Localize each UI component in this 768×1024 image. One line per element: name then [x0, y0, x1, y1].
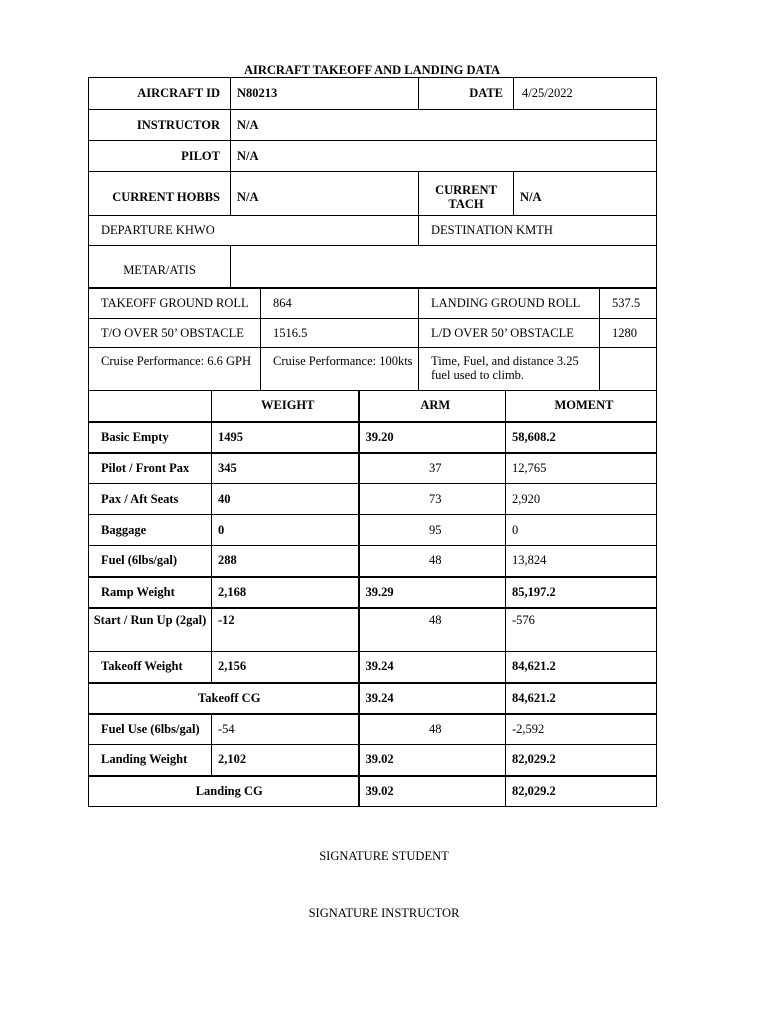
- landing-ground-roll-label: LANDING GROUND ROLL: [419, 289, 600, 319]
- to-obstacle-label: T/O OVER 50’ OBSTACLE: [89, 319, 261, 348]
- destination-field[interactable]: DESTINATION KMTH: [419, 216, 657, 246]
- hobbs-value[interactable]: N/A: [231, 172, 419, 216]
- row-label: Fuel (6lbs/gal): [89, 546, 212, 577]
- weight-cell[interactable]: -12: [212, 608, 359, 652]
- to-obstacle-value[interactable]: 1516.5: [261, 319, 419, 348]
- arm-cell[interactable]: 95: [359, 515, 506, 546]
- tach-label: CURRENT TACH: [419, 172, 514, 216]
- instructor-label: INSTRUCTOR: [89, 110, 231, 141]
- date-value[interactable]: 4/25/2022: [514, 78, 657, 110]
- moment-cell[interactable]: 84,621.2: [506, 652, 657, 683]
- wb-header-blank: [89, 391, 212, 422]
- row-label: Takeoff Weight: [89, 652, 212, 683]
- cruise-kts[interactable]: Cruise Performance: 100kts: [261, 348, 419, 391]
- arm-cell[interactable]: 39.20: [359, 422, 506, 453]
- climb-note[interactable]: Time, Fuel, and distance 3.25 fuel used to climb.: [419, 348, 600, 391]
- table-row: [89, 422, 657, 453]
- cruise-gph[interactable]: Cruise Performance: 6.6 GPH: [89, 348, 261, 391]
- weight-cell[interactable]: 2,168: [212, 577, 359, 608]
- moment-cell[interactable]: 82,029.2: [506, 745, 657, 776]
- aircraft-id-value[interactable]: N80213: [231, 78, 419, 110]
- weight-cell[interactable]: 2,102: [212, 745, 359, 776]
- aircraft-id-label: AIRCRAFT ID: [89, 78, 231, 110]
- row-label: Basic Empty: [89, 422, 212, 453]
- takeoff-ground-roll-value[interactable]: 864: [261, 289, 419, 319]
- moment-cell[interactable]: -576: [506, 608, 657, 652]
- moment-cell[interactable]: 85,197.2: [506, 577, 657, 608]
- departure-field[interactable]: DEPARTURE KHWO: [89, 216, 419, 246]
- arm-cell[interactable]: 39.24: [359, 652, 506, 683]
- moment-cell[interactable]: 58,608.2: [506, 422, 657, 453]
- weight-cell[interactable]: 288: [212, 546, 359, 577]
- arm-header: ARM: [359, 391, 506, 422]
- table-row: [89, 776, 657, 807]
- table-row: [89, 608, 657, 652]
- moment-cell[interactable]: 12,765: [506, 453, 657, 484]
- form-title: AIRCRAFT TAKEOFF AND LANDING DATA: [243, 63, 501, 77]
- row-label: Landing Weight: [89, 745, 212, 776]
- moment-cell[interactable]: 0: [506, 515, 657, 546]
- instructor-signature[interactable]: SIGNATURE INSTRUCTOR: [308, 906, 460, 920]
- table-row: [89, 546, 657, 577]
- arm-cell[interactable]: 48: [359, 714, 506, 745]
- empty-cell: [600, 348, 657, 391]
- wb-header-row: [89, 391, 657, 422]
- arm-cell[interactable]: 37: [359, 453, 506, 484]
- row-label: Takeoff CG: [89, 683, 359, 714]
- arm-cell[interactable]: 48: [359, 608, 506, 652]
- row-label: Start / Run Up (2gal): [89, 608, 212, 652]
- table-row: [89, 683, 657, 714]
- row-label: Fuel Use (6lbs/gal): [89, 714, 212, 745]
- table-row: [89, 484, 657, 515]
- weight-header: WEIGHT: [212, 391, 359, 422]
- takeoff-ground-roll-label: TAKEOFF GROUND ROLL: [89, 289, 261, 319]
- flight-info-table: [88, 77, 657, 288]
- table-row: [89, 577, 657, 608]
- weight-cell[interactable]: 40: [212, 484, 359, 515]
- arm-cell[interactable]: 39.02: [359, 745, 506, 776]
- moment-cell[interactable]: 13,824: [506, 546, 657, 577]
- row-label: Ramp Weight: [89, 577, 212, 608]
- arm-cell[interactable]: 39.24: [359, 683, 506, 714]
- weight-cell[interactable]: 345: [212, 453, 359, 484]
- pilot-value[interactable]: N/A: [231, 141, 657, 172]
- row-label: Pax / Aft Seats: [89, 484, 212, 515]
- ld-obstacle-value[interactable]: 1280: [600, 319, 657, 348]
- instructor-value[interactable]: N/A: [231, 110, 657, 141]
- table-row: [89, 714, 657, 745]
- moment-cell[interactable]: -2,592: [506, 714, 657, 745]
- weight-cell[interactable]: 2,156: [212, 652, 359, 683]
- weight-cell[interactable]: -54: [212, 714, 359, 745]
- moment-cell[interactable]: 2,920: [506, 484, 657, 515]
- moment-cell[interactable]: 82,029.2: [506, 776, 657, 807]
- arm-cell[interactable]: 48: [359, 546, 506, 577]
- hobbs-label: CURRENT HOBBS: [89, 172, 231, 216]
- landing-ground-roll-value[interactable]: 537.5: [600, 289, 657, 319]
- table-row: [89, 652, 657, 683]
- pilot-label: PILOT: [89, 141, 231, 172]
- row-label: Baggage: [89, 515, 212, 546]
- weight-cell[interactable]: 1495: [212, 422, 359, 453]
- date-label: DATE: [419, 78, 514, 110]
- table-row: [89, 453, 657, 484]
- moment-cell[interactable]: 84,621.2: [506, 683, 657, 714]
- weight-cell[interactable]: 0: [212, 515, 359, 546]
- table-row: [89, 515, 657, 546]
- student-signature[interactable]: SIGNATURE STUDENT: [319, 849, 449, 863]
- metar-label: METAR/ATIS: [89, 246, 231, 288]
- arm-cell[interactable]: 39.29: [359, 577, 506, 608]
- table-row: [89, 745, 657, 776]
- row-label: Landing CG: [89, 776, 359, 807]
- performance-table: [88, 288, 657, 391]
- moment-header: MOMENT: [506, 391, 657, 422]
- arm-cell[interactable]: 73: [359, 484, 506, 515]
- ld-obstacle-label: L/D OVER 50’ OBSTACLE: [419, 319, 600, 348]
- metar-value[interactable]: [231, 246, 657, 288]
- weight-balance-table: [88, 390, 657, 807]
- tach-value[interactable]: N/A: [514, 172, 657, 216]
- row-label: Pilot / Front Pax: [89, 453, 212, 484]
- arm-cell[interactable]: 39.02: [359, 776, 506, 807]
